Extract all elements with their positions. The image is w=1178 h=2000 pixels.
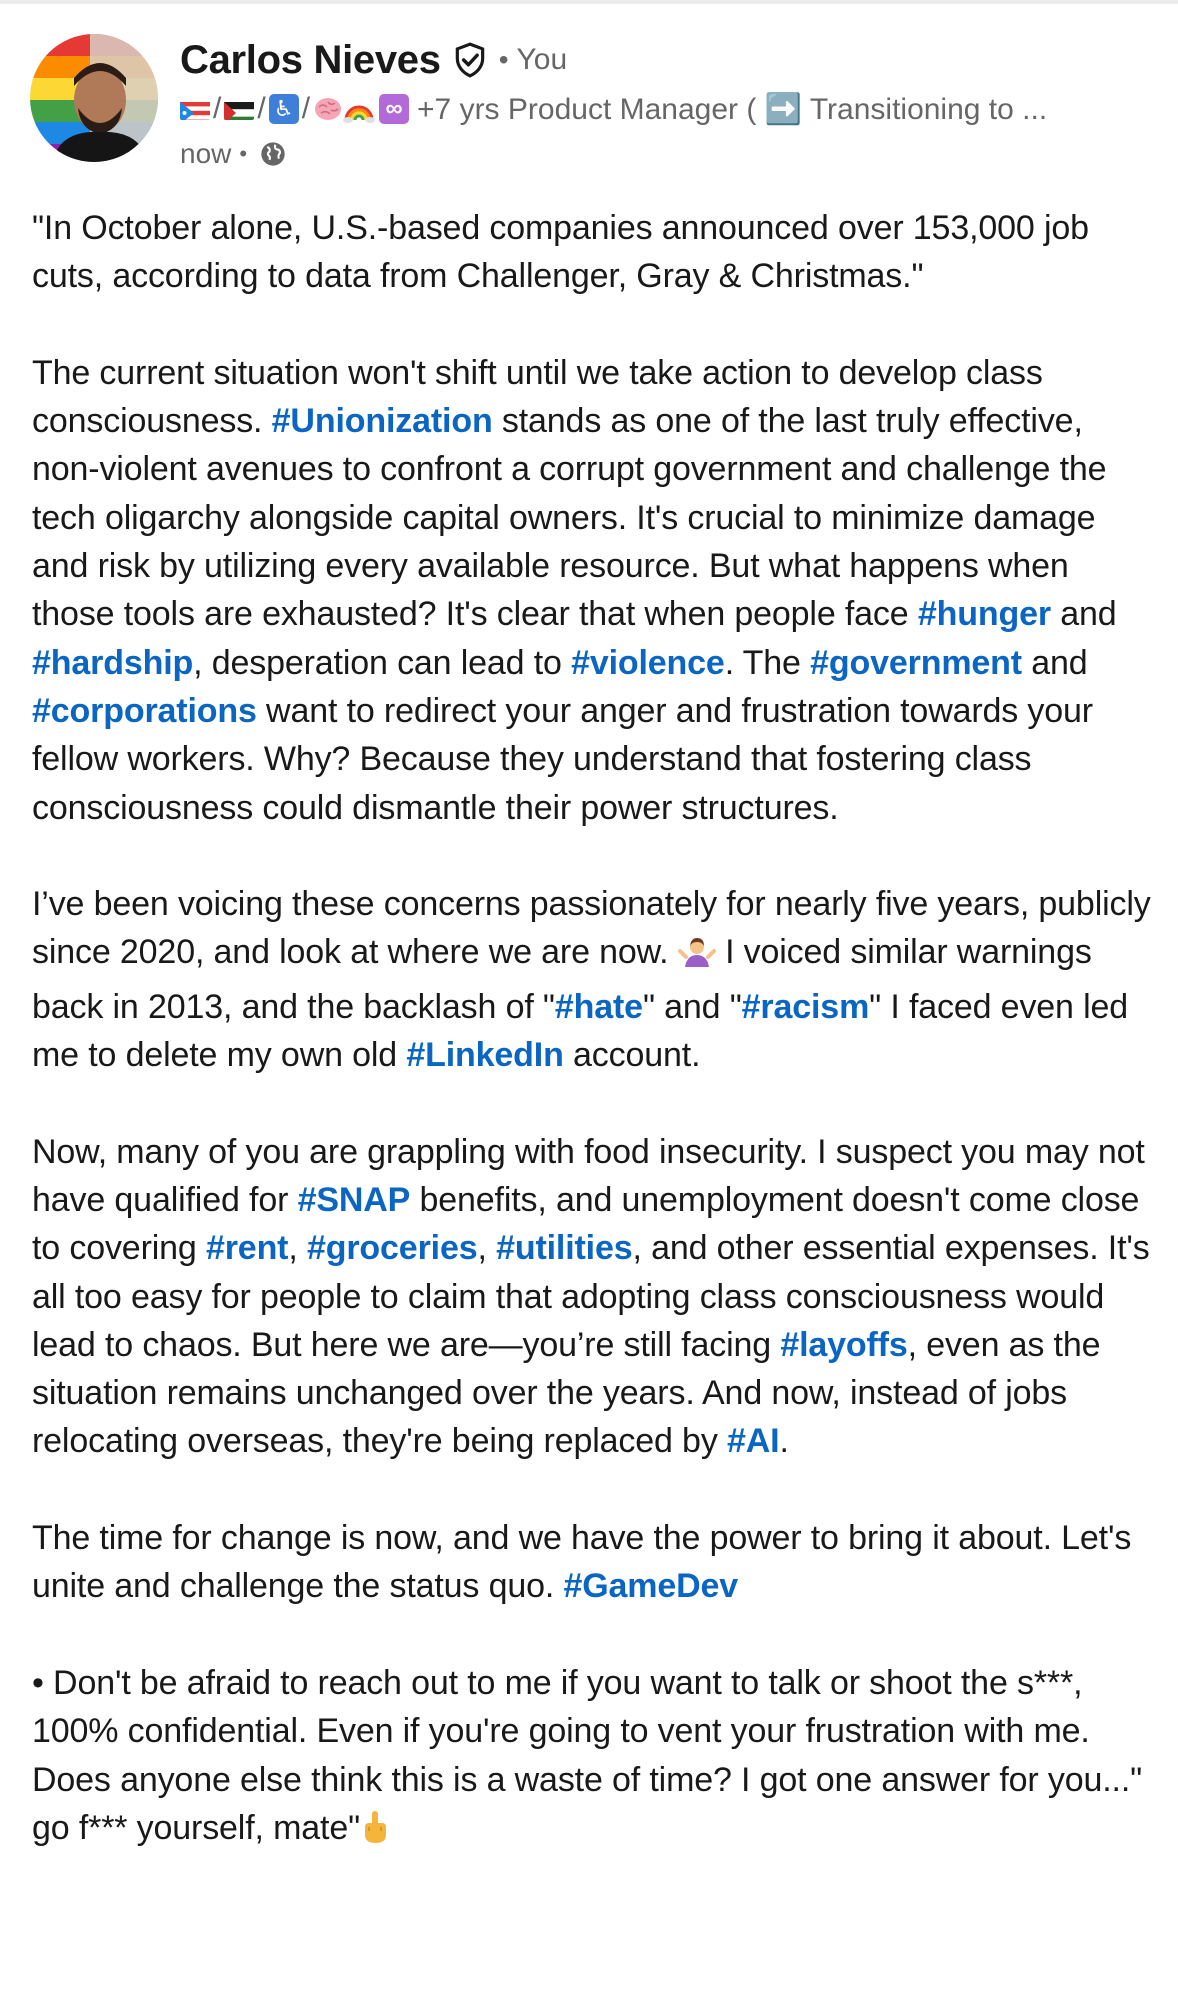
post-text: • Don't be afraid to reach out to me if you want to talk or shoot the s***, 100% confidential. Even if you're going to vent your frustration with me. Does anyone else think this is a waste of time? I got one answer for you..." go f*** yourself, mate" (32, 1663, 1143, 1847)
hashtag-link[interactable]: #racism (741, 987, 870, 1026)
post-text: I voiced similar warnings back in 2013, and the backlash of " (32, 933, 1092, 1026)
hashtag-link[interactable]: #rent (205, 1229, 289, 1268)
post-paragraph (32, 204, 1157, 301)
post-timestamp: now (180, 138, 232, 169)
hashtag-link[interactable]: #layoffs (780, 1325, 908, 1364)
hashtag-link[interactable]: #hate (554, 987, 643, 1026)
verified-shield-icon (451, 41, 489, 79)
hashtag-link[interactable]: #LinkedIn (406, 1036, 564, 1075)
top-divider (0, 0, 1178, 4)
post-text: and (1050, 595, 1117, 634)
rainbow-icon (343, 94, 373, 124)
hashtag-link[interactable]: #government (810, 643, 1022, 682)
separator-slash: / (213, 92, 222, 125)
post-text: , even as the situation remains unchanged over the years. And now, instead of jobs relocating overseas, they're being replaced by (32, 1325, 1101, 1461)
post-text: , (477, 1229, 497, 1268)
hashtag-link[interactable]: #AI (726, 1422, 780, 1461)
relation-label: You (516, 43, 568, 76)
person-shrugging-icon (678, 934, 716, 982)
hashtag-link[interactable]: #groceries (306, 1229, 478, 1268)
author-headline[interactable] (180, 86, 1150, 132)
palestine-flag-icon (224, 98, 254, 120)
hashtag-link[interactable]: #Unionization (271, 402, 493, 441)
puerto-rico-flag-icon (180, 98, 210, 120)
post-text: The time for change is now, and we have the power to bring it about. Let's unite and challenge the status quo. (32, 1519, 1132, 1606)
hashtag-link[interactable]: #utilities (496, 1229, 633, 1268)
accessibility-icon: ♿ (269, 94, 299, 124)
post-text: , desperation can lead to (193, 643, 572, 682)
hashtag-link[interactable]: #violence (571, 643, 725, 682)
post-text: , and other essential expenses. It's all too easy for people to claim that adopting class consciousness would lead to chaos. But here we are—you’re still facing (32, 1229, 1150, 1364)
hashtag-link[interactable]: #corporations (32, 691, 257, 730)
author-name[interactable]: Carlos Nieves (180, 37, 441, 82)
post-paragraph (32, 1659, 1157, 1858)
post-text: Now, many of you are grappling with food insecurity. I suspect you may not have qualified for (32, 1132, 1145, 1219)
post-text: "In October alone, U.S.-based companies announced over 153,000 job cuts, according to data from Challenger, Gray & Christmas." (32, 209, 1089, 296)
post-text: I’ve been voicing these concerns passionately for nearly five years, publicly since 2020, and look at where we are now. (32, 885, 1151, 972)
hashtag-link[interactable]: #hardship (32, 643, 194, 682)
post-text: stands as one of the last truly effective, non-violent avenues to confront a corrupt government and challenge the tech oligarchy alongside capital owners. It's crucial to minimize damage and risk by utilizing every available resource. But what happens when those tools are exhausted? It's clear that when people face (32, 402, 1107, 634)
post-text: account. (563, 1036, 701, 1075)
brain-icon (313, 94, 343, 124)
post-text: " and " (642, 987, 742, 1026)
post-text: want to redirect your anger and frustration towards your fellow workers. Why? Because they understand that fostering class consciousness could dismantle their power structures. (32, 691, 1093, 827)
headline-text: +7 yrs Product Manager ( ➡️ Transitioning to ... (417, 92, 1048, 126)
post-header (30, 34, 1150, 169)
post-text: . (779, 1422, 789, 1461)
post-text: , (288, 1229, 307, 1268)
hashtag-link[interactable]: #GameDev (563, 1567, 739, 1606)
middle-finger-icon (360, 1809, 390, 1858)
post-text: The current situation won't shift until we take action to develop class consciousness. (32, 353, 1043, 441)
post-paragraph (32, 1514, 1157, 1611)
post-text: and (1021, 643, 1088, 682)
separator-dot: • (239, 141, 248, 166)
separator-slash: / (257, 92, 266, 125)
infinity-icon: ∞ (379, 94, 409, 124)
post-body (32, 204, 1157, 1858)
separator-dot: • (498, 44, 509, 75)
post-paragraph (32, 349, 1157, 832)
globe-icon[interactable] (259, 140, 287, 168)
post-paragraph (32, 1128, 1157, 1466)
hashtag-link[interactable]: #hunger (917, 595, 1051, 634)
hashtag-link[interactable]: #SNAP (297, 1180, 411, 1219)
separator-slash: / (301, 92, 311, 125)
post-text: benefits, and unemployment doesn't come close to covering (32, 1180, 1140, 1268)
post-text: . The (724, 643, 811, 682)
post-text: " I faced even led me to delete my own old (32, 987, 1129, 1075)
avatar[interactable] (30, 34, 158, 162)
post-paragraph (32, 880, 1157, 1079)
